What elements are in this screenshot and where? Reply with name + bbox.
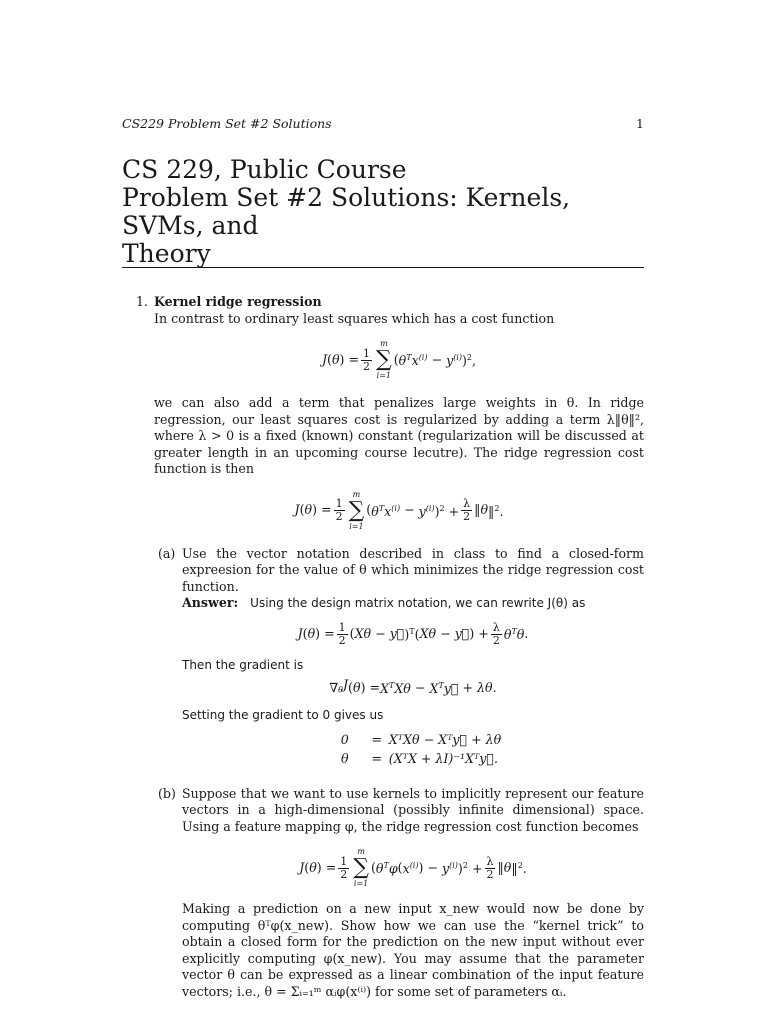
title-line-2b: Kernels, SVMs, and: [122, 183, 571, 240]
equation-gradient: ∇ $_\theta$J ( θ ) = $X^TX\theta$ − $X^Ty⃗$ + λθ .: [329, 677, 497, 697]
document-title: [122, 156, 644, 268]
part-a-question: Use the vector notation described in class to find a closed-form expreesion for the value of θ which minimizes the ridge regression cost function.: [182, 545, 644, 594]
intro-text: In contrast to ordinary least squares which has a cost function: [154, 310, 555, 326]
equation-kernel-cost: J ( θ ) = $\frac{1}{2}$ m ∑ i=1 ( $\theta^T\varphi$ ( $x^{(i)}$ ) − $y^{(i)}$ )$^2$ + $\frac{\lambda}{2}$ ‖ θ ‖$^2$.: [299, 847, 527, 889]
equation-ols: J ( θ ) = $\frac{1}{2}$ m ∑ i=1 ( $\theta^Tx^{(i)}$ − $y^{(i)}$ )$^2$,: [321, 339, 477, 380]
title-line-1: CS 229, Public Course: [122, 155, 407, 184]
part-a: [122, 546, 644, 776]
problem-number: 1.: [135, 294, 148, 309]
eq-equals-2: =: [371, 751, 383, 767]
part-a-label: (a): [158, 545, 176, 561]
title-line-3: Theory: [122, 239, 211, 268]
problem-body: [154, 311, 644, 532]
answer-text: Using the design matrix notation, we can rewrite J(θ) as: [250, 596, 586, 610]
eq-equals-1: =: [371, 731, 383, 747]
part-b: [122, 786, 644, 1001]
equation-solution: [182, 732, 644, 768]
equation-ridge: J ( θ ) = $\frac{1}{2}$ m ∑ i=1 ( $\theta^Tx^{(i)}$ − $y^{(i)}$ )$^2$ + $\frac{\lambda}{2}$ ‖ θ ‖$^2$.: [294, 489, 504, 531]
part-b-paragraph: Making a prediction on a new input x_new would now be done by computing θᵀφ(x_new). Show how we can use the “kernel trick” to obtain a closed form for the prediction on the new input without ever explicitly computing φ(x_new). You may assume that the parameter vector θ can be expressed as a linear combination of the input feature vectors; i.e., θ = Σᵢ₌₁ᵐ αᵢφ(x⁽ⁱ⁾) for some set of parameters αᵢ.: [182, 901, 644, 999]
eq-lhs-2: θ: [340, 751, 349, 767]
eq-rhs-2: (XᵀX + λI)⁻¹Xᵀy⃗.: [388, 751, 498, 767]
title-rule: [122, 267, 644, 268]
running-header: [122, 116, 644, 131]
part-a-answer-line: [182, 595, 644, 612]
problem-heading: [122, 294, 644, 311]
title-line-2a: Problem Set #2 Solutions:: [122, 183, 458, 212]
setting-gradient-text: Setting the gradient to 0 gives us: [182, 708, 384, 723]
part-b-label: (b): [158, 785, 176, 801]
page-number: 1: [636, 116, 644, 131]
gradient-text: Then the gradient is: [182, 657, 304, 672]
eq-lhs-1: 0: [340, 731, 349, 747]
running-title: CS229 Problem Set #2 Solutions: [122, 116, 332, 131]
problem-title: Kernel ridge regression: [154, 294, 322, 309]
problem-1: [122, 294, 644, 1000]
title-line-2: [122, 184, 644, 240]
answer-label: Answer:: [182, 595, 239, 610]
eq-rhs-1: XᵀXθ − Xᵀy⃗ + λθ: [388, 731, 502, 747]
equation-matrix-cost: J ( θ ) = $\frac{1}{2}$ ( Xθ − y⃗ )$^T$( Xθ − y⃗ ) + $\frac{\lambda}{2}$ $\theta^T\theta$ .: [297, 620, 529, 647]
part-b-question: Suppose that we want to use kernels to implicitly represent our feature vectors in a high-dimensional (possibly infinite dimensional) space. Using a feature mapping φ, the ridge regression cost function becomes: [182, 785, 644, 834]
ridge-intro-text: we can also add a term that penalizes large weights in θ. In ridge regression, our least squares cost is regularized by adding a term λ‖θ‖², where λ > 0 is a fixed (known) constant (regularization will be discussed at greater length in an upcoming course lecutre). The ridge regression cost function is then: [154, 395, 644, 476]
